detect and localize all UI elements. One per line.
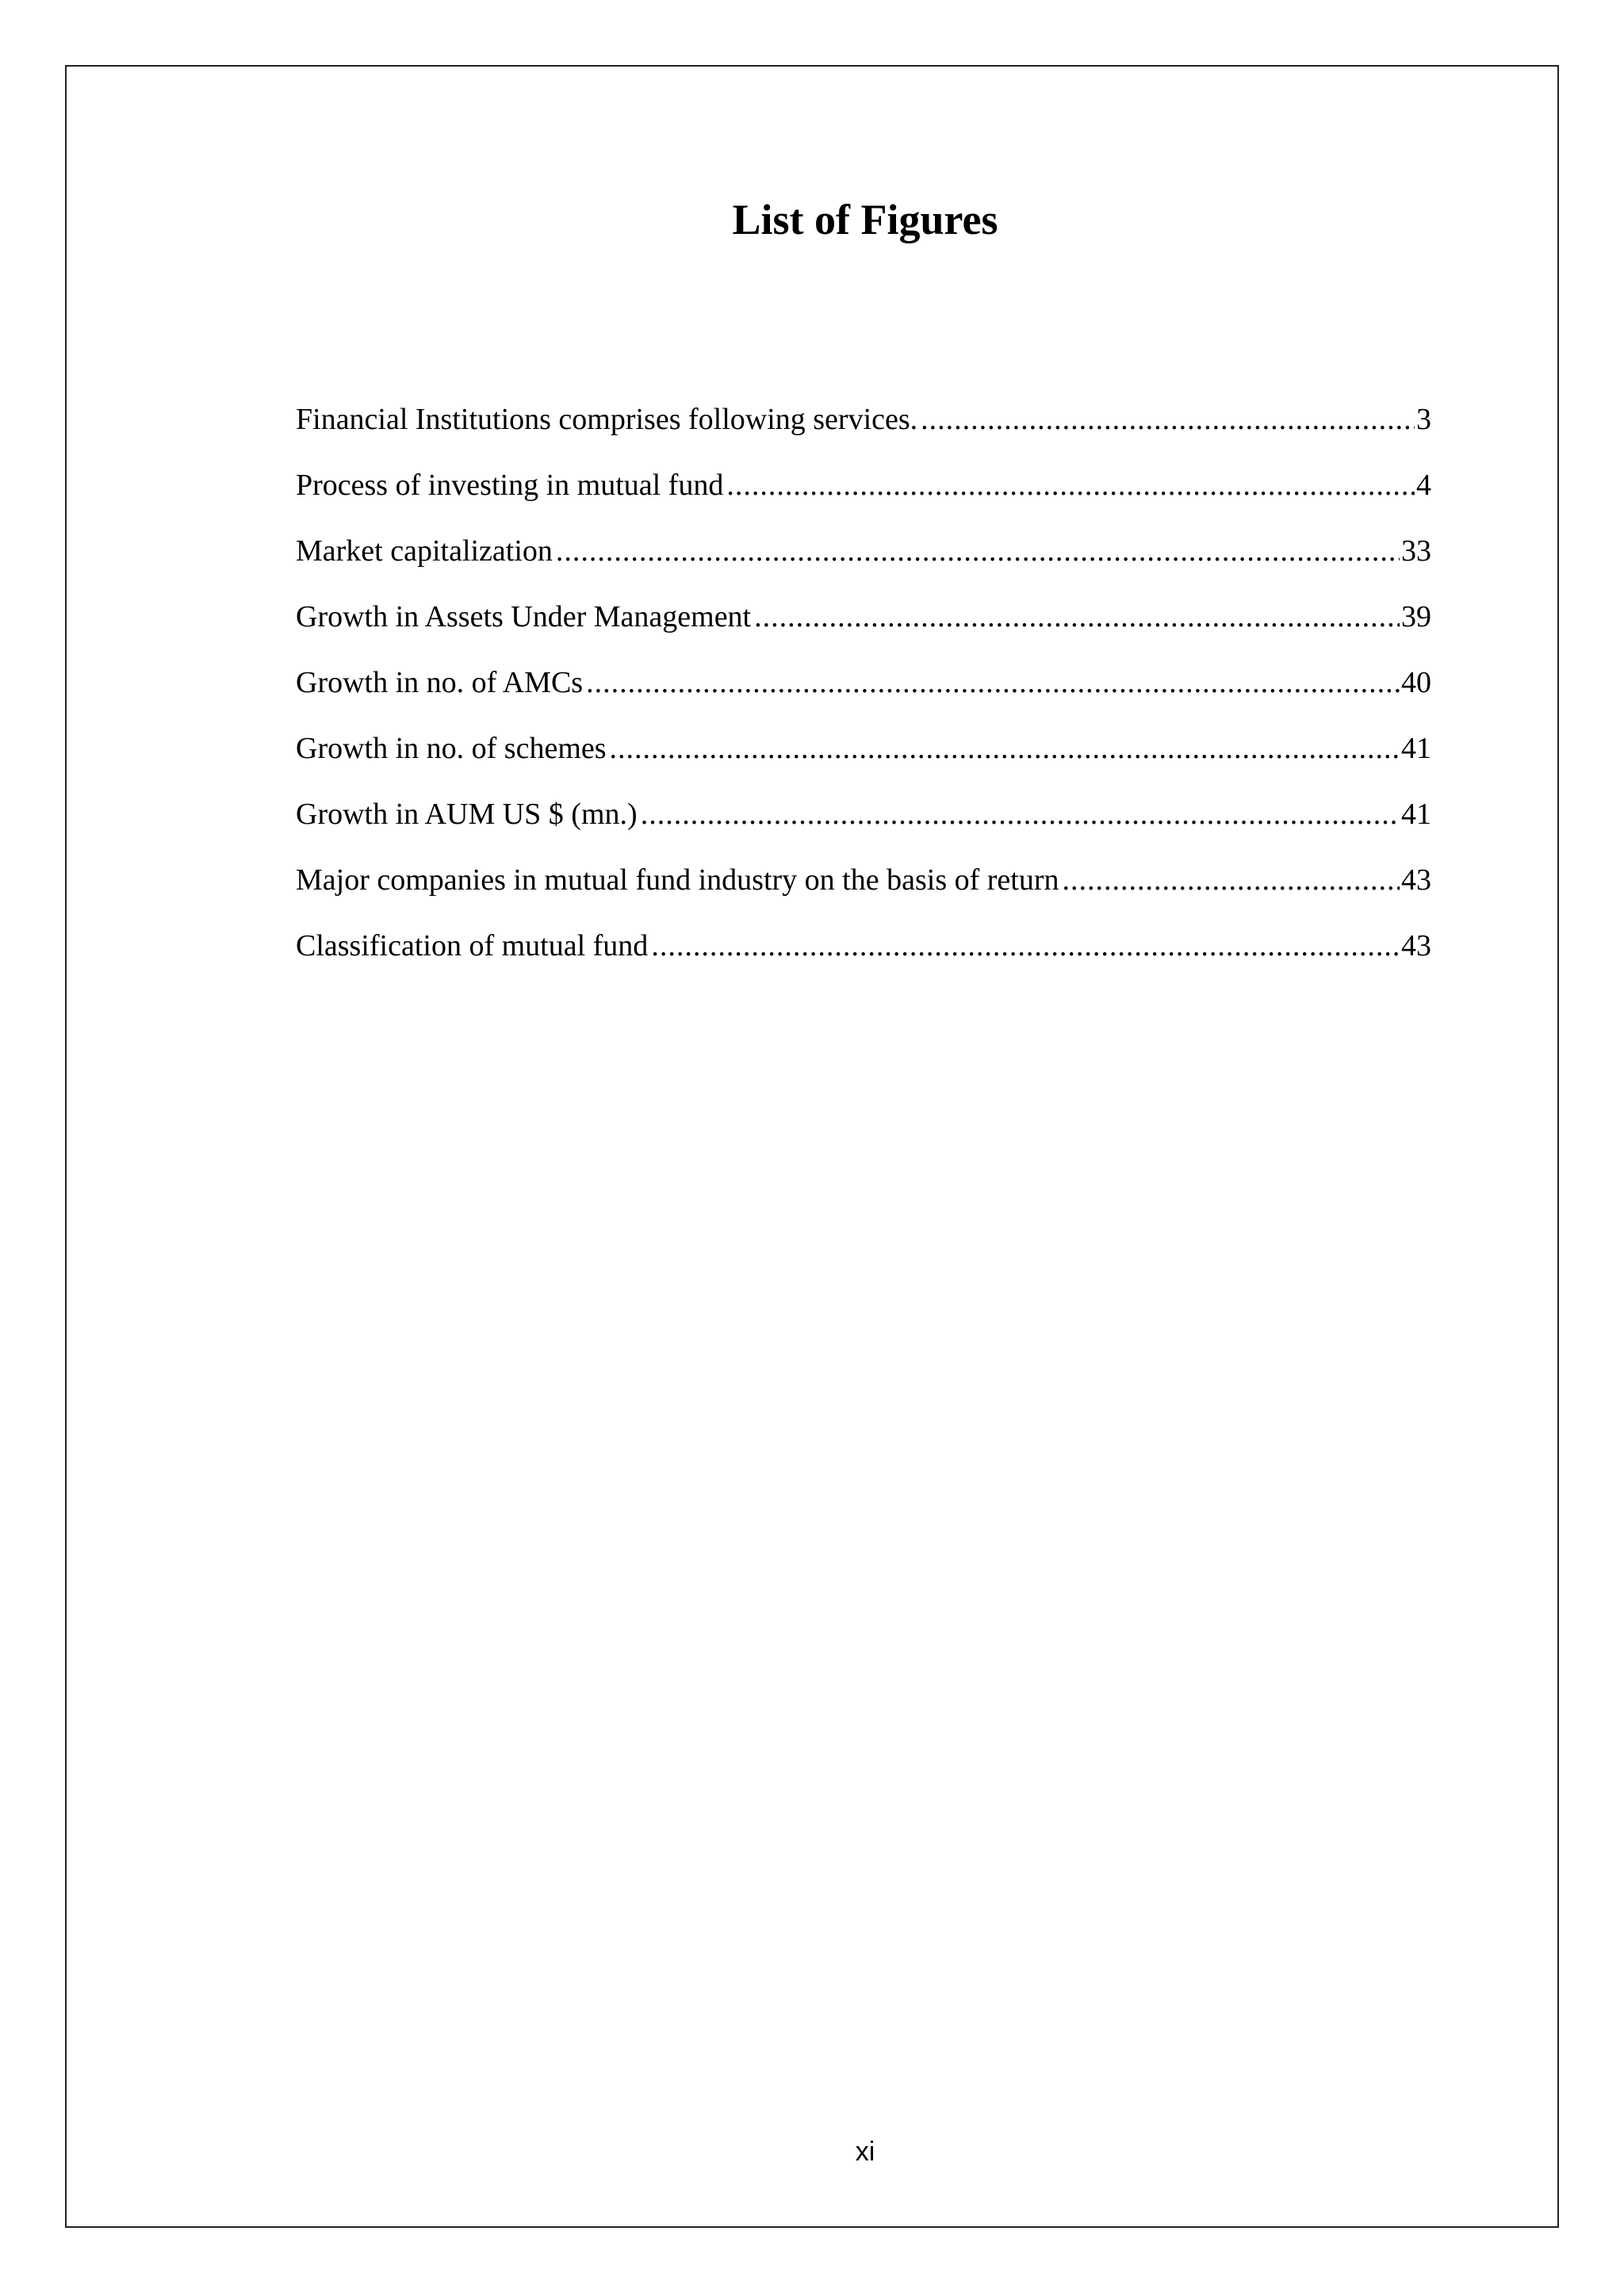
figure-entry[interactable]	[296, 857, 1431, 923]
figure-entry[interactable]	[296, 660, 1431, 725]
figure-entry-title: Major companies in mutual fund industry on the basis of return	[296, 863, 1059, 897]
dot-leader	[921, 396, 1415, 442]
figure-entry-page: 39	[1401, 600, 1431, 633]
dot-leader	[726, 462, 1415, 508]
figure-entry-title: Classification of mutual fund	[296, 929, 649, 962]
page-number: xi	[855, 2137, 875, 2167]
figure-entry-page: 43	[1401, 929, 1431, 962]
figure-entry[interactable]	[296, 528, 1431, 594]
dot-leader	[651, 923, 1400, 969]
figure-entry[interactable]	[296, 791, 1431, 857]
page-border	[65, 65, 1559, 2228]
figure-entry[interactable]	[296, 725, 1431, 791]
page-title: List of Figures	[732, 196, 998, 243]
figure-list	[296, 396, 1431, 989]
figure-entry[interactable]	[296, 923, 1431, 989]
dot-leader	[610, 725, 1400, 771]
figure-entry-page: 33	[1401, 534, 1431, 568]
figure-entry-page: 4	[1416, 469, 1431, 502]
figure-entry-page: 3	[1416, 403, 1431, 436]
figure-entry-title: Growth in no. of schemes	[296, 732, 607, 765]
dot-leader	[1063, 857, 1400, 903]
figure-entry-title: Growth in no. of AMCs	[296, 666, 584, 699]
figure-entry-title: Market capitalization	[296, 534, 553, 568]
figure-entry-page: 41	[1401, 732, 1431, 765]
figure-entry[interactable]	[296, 594, 1431, 660]
dot-leader	[641, 791, 1400, 837]
dot-leader	[754, 594, 1400, 640]
figure-entry-title: Growth in Assets Under Management	[296, 600, 752, 633]
figure-entry[interactable]	[296, 462, 1431, 528]
dot-leader	[556, 528, 1400, 574]
figure-entry-title: Growth in AUM US $ (mn.)	[296, 798, 638, 831]
figure-entry[interactable]	[296, 396, 1431, 462]
figure-entry-title: Financial Institutions comprises following services.	[296, 403, 918, 436]
figure-entry-page: 43	[1401, 863, 1431, 897]
figure-entry-page: 40	[1401, 666, 1431, 699]
dot-leader	[586, 660, 1400, 706]
figure-entry-title: Process of investing in mutual fund	[296, 469, 724, 502]
figure-entry-page: 41	[1401, 798, 1431, 831]
